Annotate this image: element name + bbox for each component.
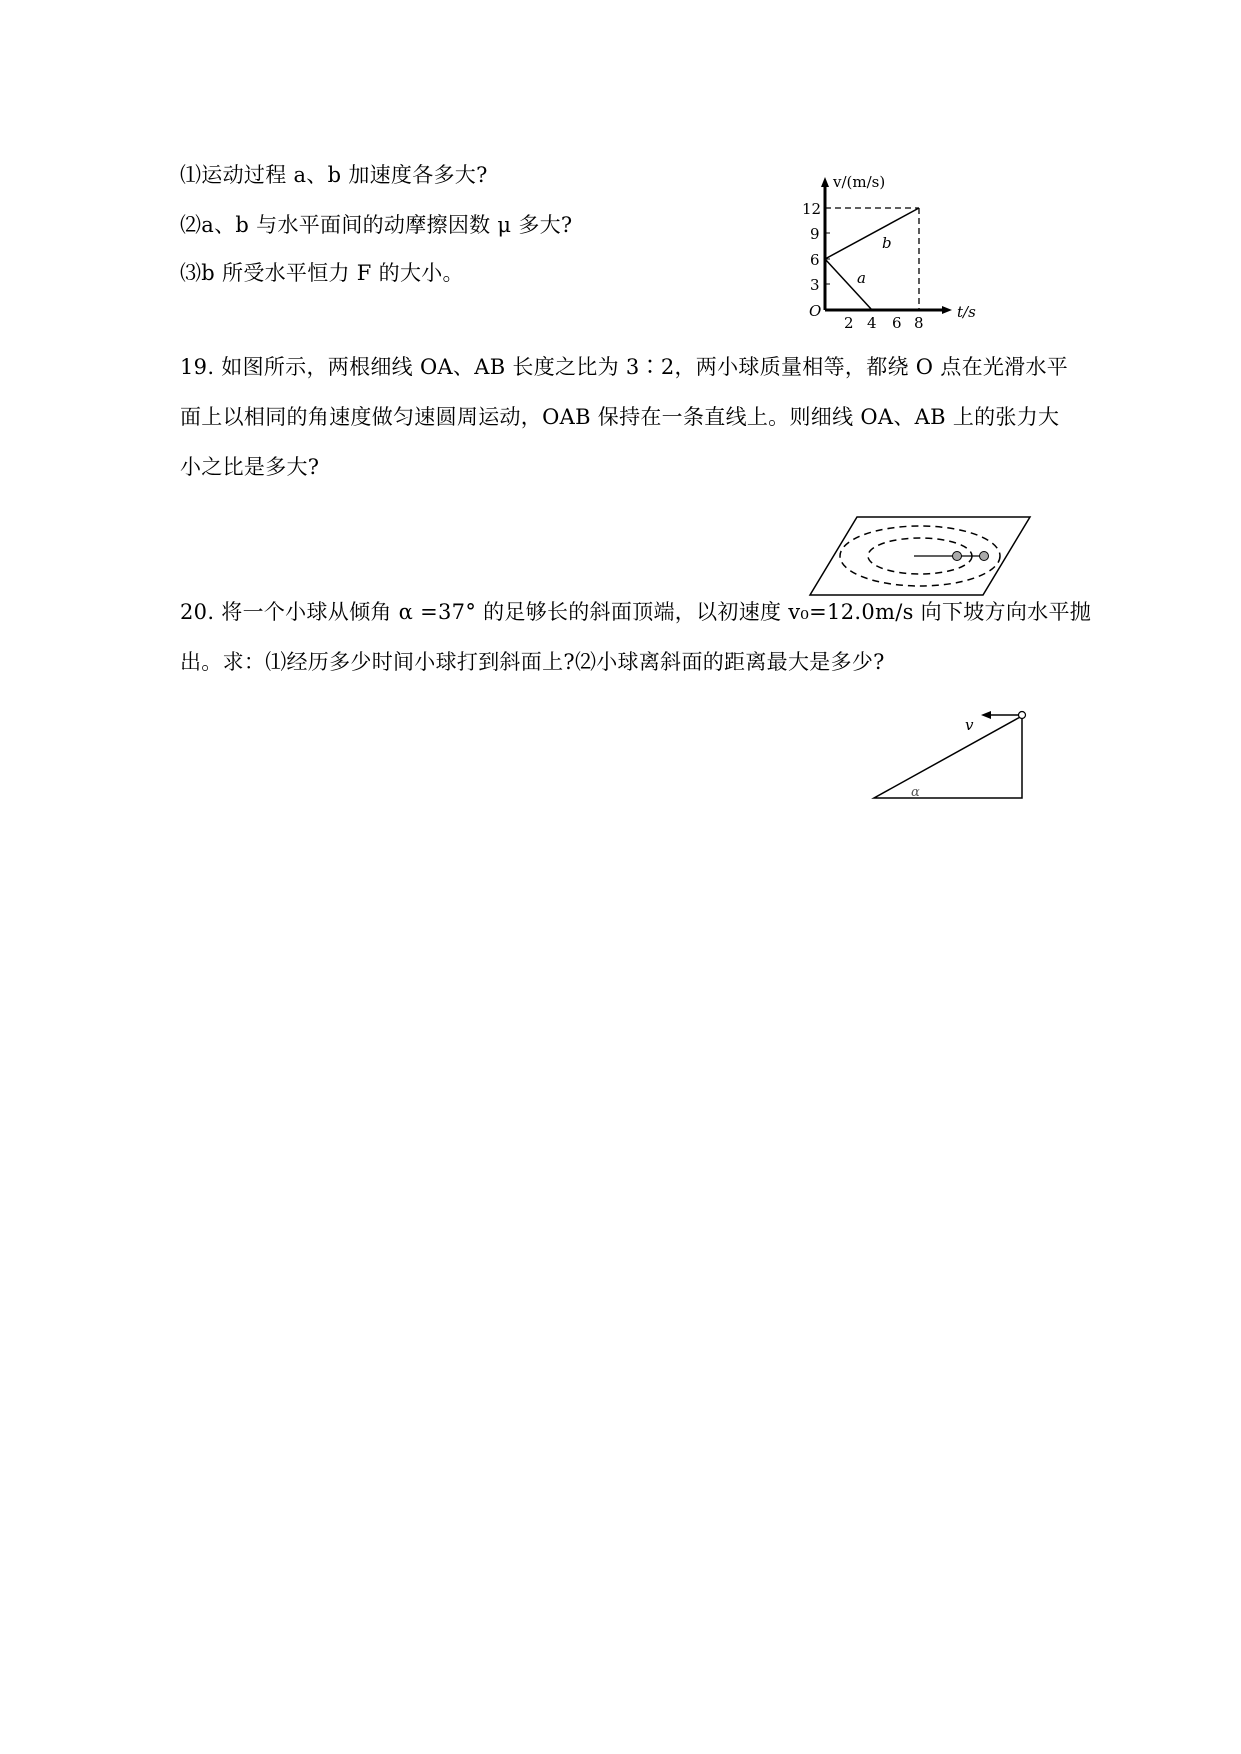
ball	[1019, 712, 1026, 719]
vt-x-arrow	[942, 306, 952, 314]
vt-ytick-label-9: 9	[810, 225, 820, 243]
vt-y-arrow	[821, 177, 829, 187]
vt-origin-label: O	[809, 302, 822, 320]
vt-x-axis-label: t/s	[957, 303, 976, 321]
angle-label: α	[911, 785, 920, 800]
vt-ytick-label-12: 12	[802, 200, 822, 218]
vt-graph	[800, 175, 1010, 335]
vt-xtick-label-4: 4	[867, 314, 877, 332]
q19-line3: 小之比是多大?	[180, 455, 320, 479]
circular-motion-figure	[810, 515, 1032, 597]
vt-line-b	[825, 208, 919, 259]
vt-line-a-label: a	[857, 269, 866, 287]
ball-b	[980, 552, 989, 561]
vt-xtick-label-2: 2	[844, 314, 854, 332]
vt-line-b-label: b	[882, 234, 892, 252]
q18-part2: ⑵a、b 与水平面间的动摩擦因数 μ 多大?	[180, 213, 573, 237]
incline-figure	[870, 705, 1030, 805]
q20-line1: 20. 将一个小球从倾角 α =37° 的足够长的斜面顶端，以初速度 v₀=12.0m/s 向下坡方向水平抛	[180, 600, 1092, 624]
vt-xtick-label-6: 6	[892, 314, 902, 332]
incline-triangle	[874, 716, 1022, 798]
q19-line2: 面上以相同的角速度做匀速圆周运动，OAB 保持在一条直线上。则细线 OA、AB 上的张力大	[180, 405, 1060, 429]
vt-ytick-label-6: 6	[810, 251, 820, 269]
q20-line2: 出。求：⑴经历多少时间小球打到斜面上?⑵小球离斜面的距离最大是多少?	[180, 650, 885, 674]
vt-xtick-label-8: 8	[914, 314, 924, 332]
ball-a	[953, 552, 962, 561]
vt-y-axis-label: v/(m/s)	[833, 173, 886, 191]
q18-part3: ⑶b 所受水平恒力 F 的大小。	[180, 261, 464, 285]
velocity-arrowhead	[981, 711, 991, 719]
q19-line1: 19. 如图所示，两根细线 OA、AB 长度之比为 3∶2，两小球质量相等，都绕 O 点在光滑水平	[180, 355, 1069, 379]
velocity-label: v	[965, 716, 974, 734]
q18-part1: ⑴运动过程 a、b 加速度各多大?	[180, 163, 488, 187]
vt-ytick-label-3: 3	[810, 276, 820, 294]
